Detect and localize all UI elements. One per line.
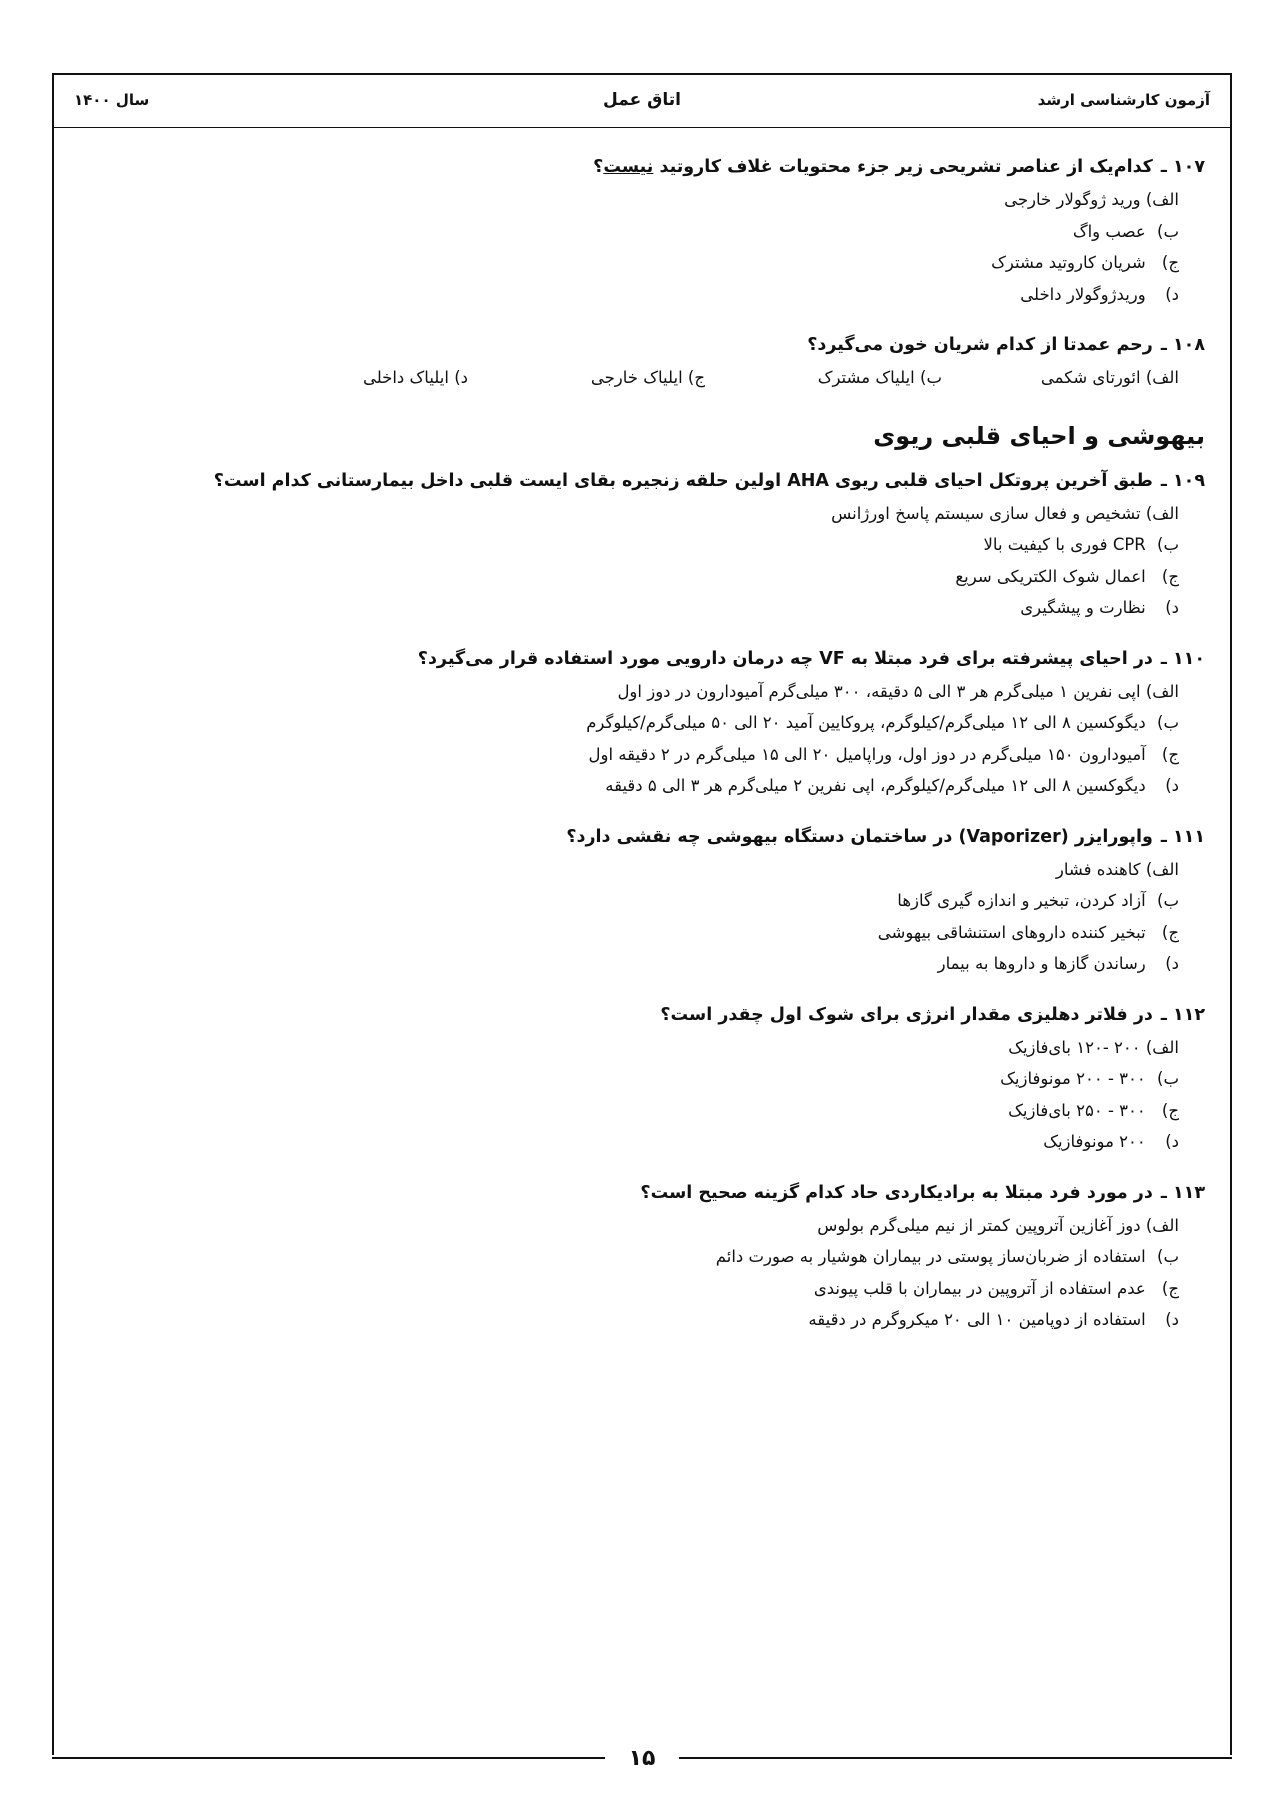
option-text: CPR فوری با کیفیت بالا: [983, 535, 1146, 554]
option: [75, 854, 1179, 886]
page-number: ۱۵: [628, 1745, 656, 1771]
option: [75, 1063, 1179, 1095]
question-110: [75, 642, 1205, 802]
option-label: ج): [1161, 1100, 1179, 1120]
question-text: در احیای پیشرفته برای فرد مبتلا به VF چه درمان دارویی مورد استفاده قرار می‌گیرد؟: [417, 648, 1153, 669]
questions-content: [75, 150, 1205, 1354]
option-text: تشخیص و فعال سازی سیستم پاسخ اورژانس: [831, 503, 1141, 523]
option-label: الف): [1145, 681, 1179, 701]
option-text: آمیودارون ۱۵۰ میلی‌گرم در دوز اول، وراپامیل ۲۰ الی ۱۵ میلی‌گرم در ۲ دقیقه اول: [588, 744, 1146, 764]
option: [75, 1126, 1179, 1158]
option-label: ج): [1161, 744, 1179, 764]
option: [75, 948, 1179, 980]
options-list: [75, 854, 1205, 980]
option: [75, 1241, 1179, 1273]
question-emphasis: نیست: [603, 157, 654, 177]
option-text: ائورتای شکمی: [1040, 368, 1141, 387]
option: [75, 592, 1179, 624]
option-label: ب): [1157, 891, 1179, 910]
option-label: ب): [920, 368, 942, 387]
option: [75, 216, 1179, 248]
subject-title: اتاق عمل: [603, 90, 681, 110]
question-text: رحم عمدتا از کدام شریان خون می‌گیرد؟: [807, 335, 1153, 355]
option: [231, 362, 468, 394]
option-text: عصب واگ: [1072, 221, 1146, 241]
question-number: ۱۱۰ ـ: [1160, 648, 1205, 669]
options-list: [75, 498, 1205, 624]
option: [75, 561, 1179, 593]
option-label: ج): [1161, 566, 1179, 586]
option: [705, 362, 942, 394]
option-text: ۳۰۰ - ۲۵۰ بای‌فازیک: [1008, 1100, 1146, 1120]
options-list: [75, 184, 1205, 310]
option: [75, 184, 1179, 216]
option: [75, 707, 1179, 739]
option-label: الف): [1145, 1215, 1179, 1235]
option: [75, 1273, 1179, 1305]
question-text: طبق آخرین پروتکل احیای قلبی ریوی AHA اولین حلقه زنجیره بقای ایست قلبی داخل بیمارستانی کدام است؟: [213, 470, 1153, 491]
options-row: [75, 362, 1205, 394]
option: [75, 676, 1179, 708]
question-number: ۱۱۳ ـ: [1160, 1182, 1205, 1203]
option-label: الف): [1145, 503, 1179, 523]
options-list: [75, 1210, 1205, 1336]
option-label: الف): [1145, 859, 1179, 879]
footer-rule-left: [52, 1757, 605, 1759]
option-label: د): [1165, 776, 1179, 795]
question-113: [75, 1176, 1205, 1336]
option: [75, 529, 1179, 561]
question-stem: [75, 642, 1205, 676]
option: [75, 279, 1179, 311]
option-text: استفاده از ضربان‌ساز پوستی در بیماران هوشیار به صورت دائم: [715, 1247, 1146, 1266]
option-text: ایلیاک داخلی: [362, 368, 449, 387]
option-text: تبخیر کننده داروهای استنشاقی بیهوشی: [877, 922, 1146, 942]
question-stem: [75, 328, 1205, 362]
option-text: ۲۰۰ -۱۲۰ بای‌فازیک: [1008, 1037, 1141, 1057]
option-text: رساندن گازها و داروها به بیمار: [937, 954, 1146, 973]
option-text: دوز آغازین آتروپین کمتر از نیم میلی‌گرم بولوس: [817, 1215, 1141, 1235]
question-stem: [75, 1176, 1205, 1210]
option-text: استفاده از دوپامین ۱۰ الی ۲۰ میکروگرم در دقیقه: [808, 1310, 1146, 1329]
option-label: د): [1165, 1310, 1179, 1329]
options-list: [75, 1032, 1205, 1158]
question-stem: [75, 150, 1205, 184]
option: [75, 739, 1179, 771]
option-label: ب): [1157, 1247, 1179, 1266]
option-text: عدم استفاده از آتروپین در بیماران با قلب پیوندی: [813, 1278, 1146, 1298]
option-label: د): [1165, 1132, 1179, 1151]
option-label: د): [454, 368, 468, 387]
section-title: بیهوشی و احیای قلبی ریوی: [873, 421, 1205, 450]
option-text: ورید ژوگولار خارجی: [1004, 190, 1141, 209]
option: [75, 1304, 1179, 1336]
option-label: د): [1165, 284, 1179, 304]
option-text: ایلیاک خارجی: [590, 368, 683, 387]
option: [75, 1210, 1179, 1242]
option-text: نظارت و پیشگیری: [1020, 598, 1146, 617]
option-label: الف): [1145, 190, 1179, 209]
option-label: ج): [687, 368, 705, 387]
footer-rule-right: [679, 1757, 1232, 1759]
option-text: دیگوکسین ۸ الی ۱۲ میلی‌گرم/کیلوگرم، اپی نفرین ۲ میلی‌گرم هر ۳ الی ۵ دقیقه: [605, 776, 1146, 795]
option: [468, 362, 705, 394]
option: [75, 1095, 1179, 1127]
option-label: ب): [1157, 535, 1179, 554]
option-label: ج): [1161, 253, 1179, 272]
option-text: دیگوکسین ۸ الی ۱۲ میلی‌گرم/کیلوگرم، پروکایین آمید ۲۰ الی ۵۰ میلی‌گرم/کیلوگرم: [586, 713, 1146, 732]
question-stem: [75, 998, 1205, 1032]
option-text: اعمال شوک الکتریکی سریع: [955, 566, 1146, 586]
question-text: کدام‌یک از عناصر تشریحی زیر جزء محتویات غلاف کاروتید: [653, 157, 1153, 177]
question-number: ۱۱۲ ـ: [1160, 1004, 1205, 1025]
question-number: ۱۱۱ ـ: [1160, 826, 1205, 847]
option: [75, 247, 1179, 279]
option-text: وریدژوگولار داخلی: [1020, 284, 1146, 304]
option: [75, 770, 1179, 802]
page-footer: [52, 1738, 1232, 1778]
option: [75, 885, 1179, 917]
option-label: ج): [1161, 922, 1179, 942]
option-text: کاهنده فشار: [1055, 859, 1141, 879]
page-header: [52, 73, 1232, 128]
option-label: د): [1165, 598, 1179, 617]
exam-year: سال ۱۴۰۰: [74, 91, 150, 109]
question-text: در مورد فرد مبتلا به برادیکاردی حاد کدام گزینه صحیح است؟: [640, 1182, 1153, 1203]
option: [75, 498, 1179, 530]
options-list: [75, 676, 1205, 802]
option-text: شریان کاروتید مشترک: [991, 253, 1146, 272]
option-label: ج): [1161, 1278, 1179, 1298]
option-label: د): [1165, 954, 1179, 973]
question-stem: [75, 464, 1205, 498]
option-text: ۲۰۰ مونوفازیک: [1043, 1132, 1146, 1151]
question-number: ۱۰۹ ـ: [1160, 470, 1205, 491]
option-text: اپی نفرین ۱ میلی‌گرم هر ۳ الی ۵ دقیقه، ۳۰۰ میلی‌گرم آمیودارون در دوز اول: [617, 681, 1141, 701]
question-112: [75, 998, 1205, 1158]
option: [75, 1032, 1179, 1064]
question-text-end: ؟: [593, 157, 604, 177]
option-label: الف): [1145, 368, 1179, 387]
question-text: واپورایزر (Vaporizer) در ساختمان دستگاه بیهوشی چه نقشی دارد؟: [566, 826, 1153, 847]
option: [75, 917, 1179, 949]
question-number: ۱۰۷ ـ: [1160, 157, 1205, 177]
option-label: ب): [1157, 713, 1179, 732]
option-label: ب): [1157, 221, 1179, 241]
option-label: ب): [1157, 1069, 1179, 1088]
option-label: الف): [1145, 1037, 1179, 1057]
option-text: ایلیاک مشترک: [817, 368, 915, 387]
question-text: در فلاتر دهلیزی مقدار انرژی برای شوک اول چقدر است؟: [660, 1004, 1153, 1025]
question-107: [75, 150, 1205, 310]
question-stem: [75, 820, 1205, 854]
option-text: آزاد کردن، تبخیر و اندازه گیری گازها: [897, 891, 1146, 910]
exam-title: آزمون کارشناسی ارشد: [1037, 91, 1210, 109]
question-109: [75, 464, 1205, 624]
question-111: [75, 820, 1205, 980]
question-108: [75, 328, 1205, 394]
option-text: ۳۰۰ - ۲۰۰ مونوفازیک: [1000, 1069, 1146, 1088]
option: [942, 362, 1179, 394]
question-number: ۱۰۸ ـ: [1160, 335, 1205, 355]
